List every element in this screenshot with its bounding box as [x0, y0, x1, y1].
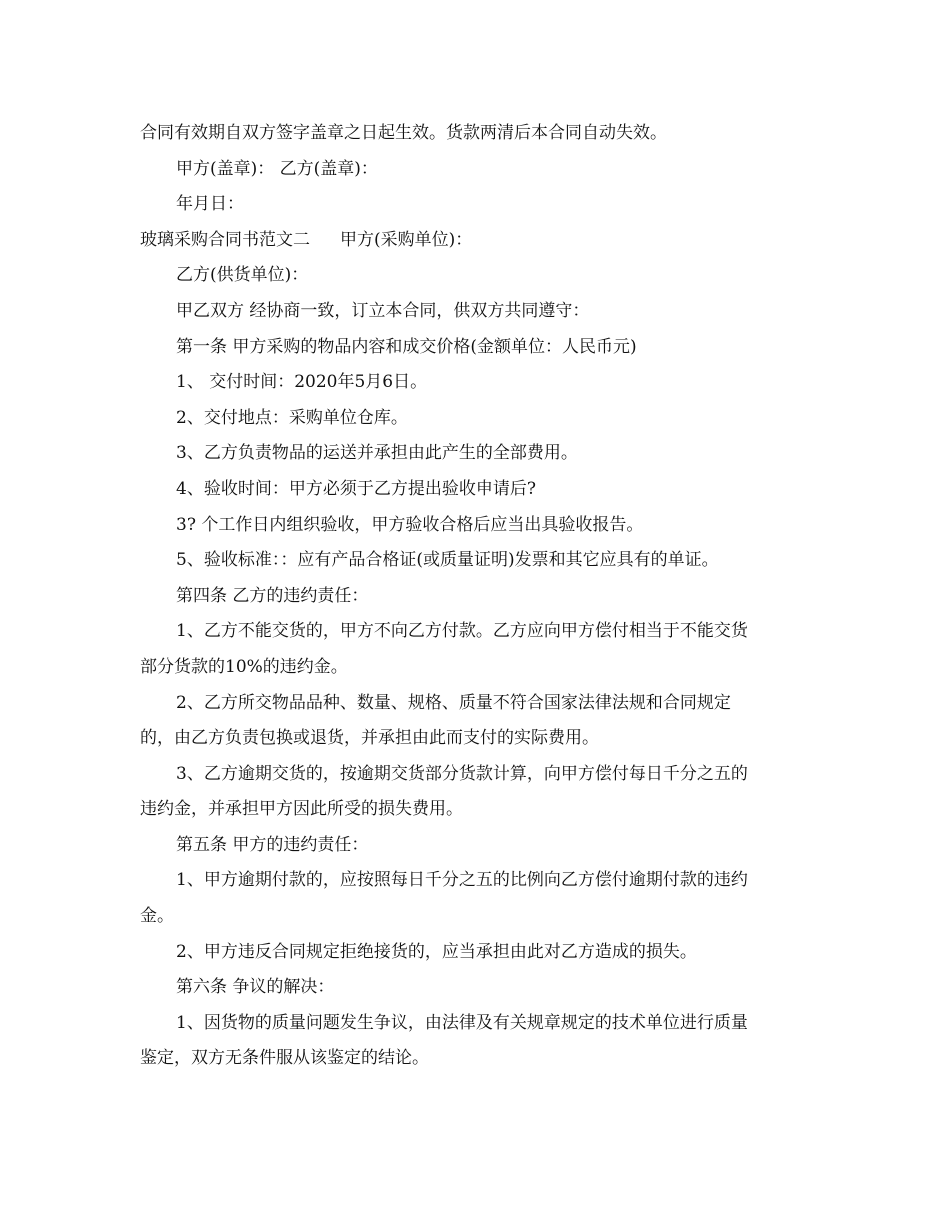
document-body [140, 116, 810, 1077]
text-line: 金。 [140, 906, 174, 927]
text-line: 3? 个工作日内组织验收，甲方验收合格后应当出具验收报告。 [176, 514, 644, 535]
text-line: 第四条 乙方的违约责任： [176, 585, 369, 606]
text-line: 部分货款的10%的违约金。 [140, 656, 348, 677]
text-line: 年月日： [176, 194, 244, 215]
text-line: 乙方(供货单位)： [176, 265, 309, 286]
section-title: 玻璃采购合同书范文二 [140, 229, 310, 250]
text-line: 鉴定，双方无条件服从该鉴定的结论。 [140, 1048, 429, 1069]
text-line: 2、甲方违反合同规定拒绝接货的，应当承担由此对乙方造成的损失。 [176, 941, 697, 962]
text-line: 3、乙方逾期交货的，按逾期交货部分货款计算，向甲方偿付每日千分之五的 [176, 763, 748, 784]
text-line: 甲乙双方 经协商一致，订立本合同，供双方共同遵守： [176, 300, 590, 321]
text-line: 的，由乙方负责包换或退货，并承担由此而支付的实际费用。 [140, 728, 599, 749]
text-line: 1、因货物的质量问题发生争议，由法律及有关规章规定的技术单位进行质量 [176, 1012, 748, 1033]
text-line [140, 223, 810, 259]
text-line: 2、乙方所交物品品种、数量、规格、质量不符合国家法律法规和合同规定 [176, 692, 731, 713]
text-line: 甲方(盖章)： 乙方(盖章)： [176, 158, 378, 179]
text-line: 1、乙方不能交货的，甲方不向乙方付款。乙方应向甲方偿付相当于不能交货 [176, 621, 748, 642]
text-line: 4、验收时间：甲方必须于乙方提出验收申请后? [176, 478, 536, 499]
text-line: 3、乙方负责物品的运送并承担由此产生的全部费用。 [176, 443, 578, 464]
text-line: 2、交付地点：采购单位仓库。 [176, 407, 408, 428]
text-line: 1、 交付时间：2020年5月6日。 [176, 372, 428, 393]
party-a-label: 甲方(采购单位)： [340, 229, 473, 250]
text-line: 合同有效期自双方签字盖章之日起生效。货款两清后本合同自动失效。 [140, 123, 667, 143]
text-line: 第五条 甲方的违约责任： [176, 834, 369, 855]
text-line: 违约金，并承担甲方因此所受的损失费用。 [140, 799, 463, 820]
text-line: 第六条 争议的解决： [176, 977, 335, 998]
text-line: 5、验收标准：：应有产品合格证(或质量证明)发票和其它应具有的单证。 [176, 550, 719, 571]
text-line: 1、甲方逾期付款的，应按照每日千分之五的比例向乙方偿付逾期付款的违约 [176, 870, 748, 891]
text-line: 第一条 甲方采购的物品内容和成交价格(金额单位：人民币元) [176, 336, 637, 357]
